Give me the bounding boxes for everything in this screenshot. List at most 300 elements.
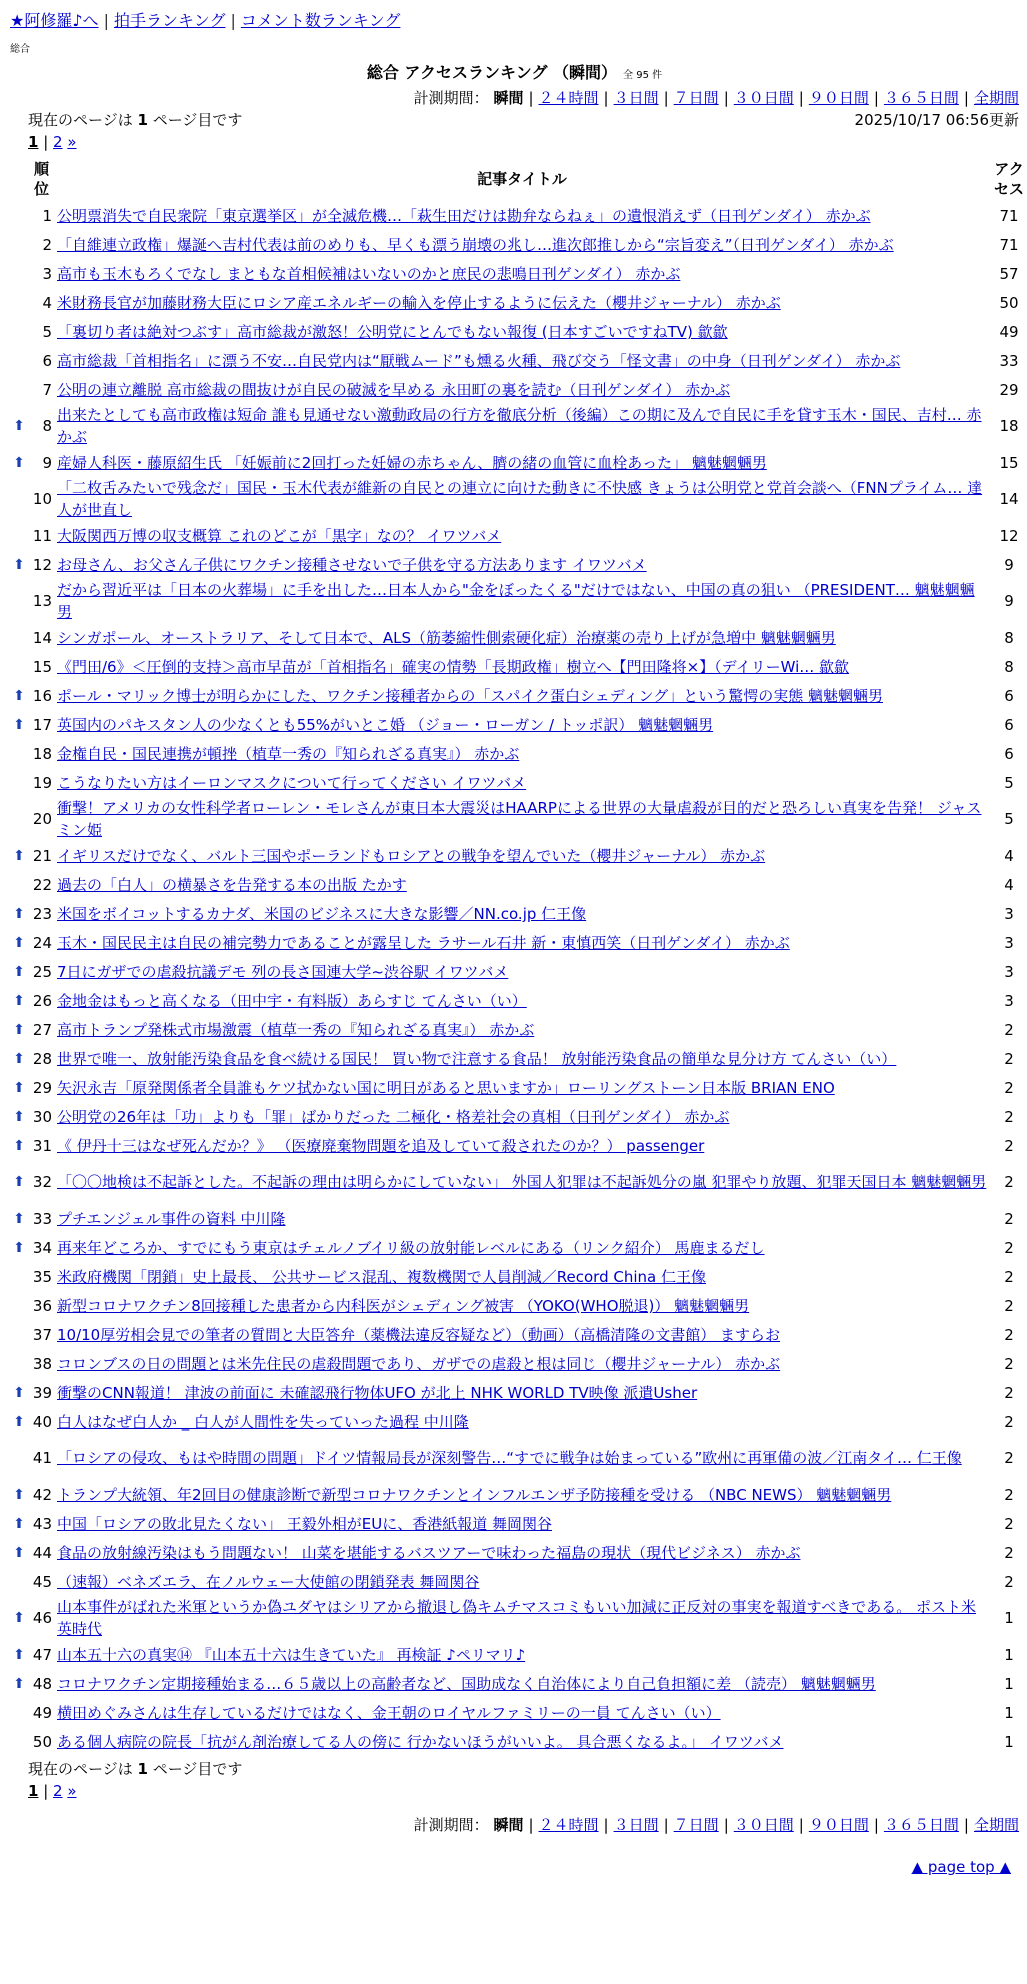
access-count-cell: 14 <box>999 490 1019 508</box>
title-cell <box>55 768 989 797</box>
separator: | <box>103 11 109 30</box>
arrow-column-header <box>10 157 28 201</box>
article-title-link[interactable]: 大阪関西万博の収支概算 これのどこが「黒字」なの？ イワツバメ <box>57 527 502 545</box>
arrow-cell <box>10 1204 28 1233</box>
access-count-cell: 8 <box>1004 628 1014 647</box>
rank-cell: 39 <box>32 1383 52 1402</box>
article-title-link[interactable]: 7日にガザでの虐殺抗議デモ 列の長さ国連大学~渋谷駅 イワツバメ <box>57 963 509 981</box>
table-row <box>10 623 1027 652</box>
access-count-cell: 2 <box>1004 1543 1014 1562</box>
arrow-cell <box>10 1407 28 1436</box>
arrow-cell <box>10 841 28 870</box>
title-cell <box>55 1233 989 1262</box>
arrow-cell <box>10 1233 28 1262</box>
period-7d-link[interactable]: ７日間 <box>673 1816 719 1834</box>
article-title-link[interactable]: 10/10厚労相会見での筆者の質問と大臣答弁（薬機法違反容疑など）（動画）（高橋清隆の文書館） ますらお <box>57 1326 781 1344</box>
table-row <box>10 1291 1027 1320</box>
arrow-cell <box>10 986 28 1015</box>
up-arrow-icon: ⬆ <box>13 992 25 1009</box>
table-row <box>10 1204 1027 1233</box>
article-title-link[interactable]: 「〇〇地検は不起訴とした。不起訴の理由は明らかにしていない」 外国人犯罪は不起訴処分の嵐 犯罪やり放題、犯罪天国日本 魑魅魍魎男 <box>57 1173 987 1191</box>
title-cell <box>55 1669 989 1698</box>
arrow-cell <box>10 1044 28 1073</box>
access-count-cell: 2 <box>1004 1209 1014 1228</box>
access-count-cell: 2 <box>1004 1020 1014 1039</box>
arrow-cell <box>10 1567 28 1596</box>
article-title-link[interactable]: 山本事件がばれた米軍というか偽ユダヤはシリアから撤退し偽キムチマスコミもいい加減に正反対の事実を報道すべきである。 ポスト米英時代 <box>57 1598 977 1638</box>
title-cell <box>55 1262 989 1291</box>
title-cell <box>55 986 989 1015</box>
access-count-cell: 1 <box>1004 1674 1014 1693</box>
table-row <box>10 870 1027 899</box>
page-info-row <box>10 109 1019 131</box>
top-navigation <box>10 10 1019 32</box>
access-count-cell: 2 <box>1004 1514 1014 1533</box>
rank-cell: 7 <box>42 380 52 399</box>
table-row <box>10 1669 1027 1698</box>
access-count-cell: 2 <box>1004 1049 1014 1068</box>
title-cell <box>55 259 989 288</box>
article-title-link[interactable]: 矢沢永吉「原発関係者全員誰もケツ拭かない国に明日があると思いますか」ローリングストーン日本版 BRIAN ENO <box>57 1079 835 1097</box>
article-title-link[interactable]: 公明票消失で自民衆院「東京選挙区」が全滅危機…「萩生田だけは勘弁ならねぇ」の遺恨消えず（日刊ゲンダイ） 赤かぶ <box>57 207 871 225</box>
rank-cell: 12 <box>32 555 52 574</box>
category-label: 総合 <box>10 44 30 55</box>
title-cell <box>55 1480 989 1509</box>
article-title-link[interactable]: 衝撃！アメリカの女性科学者ローレン・モレさんが東日本大震災はHAARPによる世界の大量虐殺が目的だと恐ろしい真実を告発！ ジャスミン姫 <box>57 799 982 839</box>
table-row <box>10 521 1027 550</box>
article-title-link[interactable]: 英国内のパキスタン人の少なくとも55%がいとこ婚 （ジョー・ローガン / トッポ訳） 魑魅魍魎男 <box>57 716 714 734</box>
arrow-cell <box>10 288 28 317</box>
access-count-cell: 4 <box>1004 846 1014 865</box>
title-cell <box>55 957 989 986</box>
access-count-cell: 4 <box>1004 875 1014 894</box>
rank-cell: 14 <box>32 628 52 647</box>
rank-cell: 40 <box>32 1412 52 1431</box>
table-row <box>10 1349 1027 1378</box>
arrow-cell <box>10 375 28 404</box>
table-row <box>10 1320 1027 1349</box>
rank-cell: 4 <box>42 293 52 312</box>
table-row <box>10 346 1027 375</box>
article-title-link[interactable]: 白人はなぜ白人か _ 白人が人間性を失っていった過程 中川隆 <box>57 1413 469 1431</box>
arrow-cell <box>10 739 28 768</box>
article-title-link[interactable]: 「自維連立政権」爆誕へ吉村代表は前のめりも、早くも漂う崩壊の兆し…進次郎推しから“宗旨変え”（日刊ゲンダイ） 赤かぶ <box>57 236 894 254</box>
rank-cell: 37 <box>32 1325 52 1344</box>
pager-page-2-link[interactable]: 2 <box>53 133 63 151</box>
arrow-cell <box>10 1378 28 1407</box>
article-title-link[interactable]: 産婦人科医・藤原紹生氏 「妊娠前に2回打った妊婦の赤ちゃん、臍の緒の血管に血栓あった」 魑魅魍魎男 <box>57 454 767 472</box>
table-row <box>10 1640 1027 1669</box>
table-row <box>10 448 1027 477</box>
arrow-cell <box>10 477 28 521</box>
rank-cell: 24 <box>32 933 52 952</box>
table-row <box>10 1073 1027 1102</box>
period-label: 計測期間： <box>413 1816 489 1834</box>
period-365d-link[interactable]: ３６５日間 <box>883 89 959 107</box>
article-title-link[interactable]: 食品の放射線汚染はもう問題ない！ 山菜を堪能するバスツアーで味わった福島の現状（現代ビジネス） 赤かぶ <box>57 1544 801 1562</box>
up-arrow-icon: ⬆ <box>13 905 25 922</box>
up-arrow-icon: ⬆ <box>13 1239 25 1256</box>
period-all-link[interactable]: 全期間 <box>973 89 1019 107</box>
title-cell <box>55 1727 989 1756</box>
ranking-count: 全 95 件 <box>623 70 663 81</box>
period-3d-link[interactable]: ３日間 <box>613 1816 659 1834</box>
title-cell <box>55 1102 989 1131</box>
arrow-cell <box>10 550 28 579</box>
table-row <box>10 1044 1027 1073</box>
article-title-link[interactable]: 高市トランプ発株式市場激震（植草一秀の『知られざる真実』） 赤かぶ <box>57 1021 535 1039</box>
title-cell <box>55 797 989 841</box>
arrow-cell <box>10 870 28 899</box>
article-title-link[interactable]: 米財務長官が加藤財務大臣にロシア産エネルギーの輸入を停止するように伝えた（櫻井ジャーナル） 赤かぶ <box>57 294 781 312</box>
up-arrow-icon: ⬆ <box>13 1137 25 1154</box>
table-row <box>10 1262 1027 1291</box>
title-cell <box>55 899 989 928</box>
access-count-cell: 1 <box>1004 1645 1014 1664</box>
table-row <box>10 797 1027 841</box>
table-row <box>10 1436 1027 1480</box>
up-arrow-icon: ⬆ <box>13 934 25 951</box>
table-row <box>10 768 1027 797</box>
article-title-link[interactable]: お母さん、お父さん子供にワクチン接種させないで子供を守る方法あります イワツバメ <box>57 556 647 574</box>
current-page-text-bottom: 現在のページは 1 ページ目です <box>28 1760 243 1778</box>
up-arrow-icon: ⬆ <box>13 1079 25 1096</box>
rank-cell: 22 <box>32 875 52 894</box>
article-title-link[interactable]: 《門田/6》＜圧倒的支持＞高市早苗が「首相指名」確実の情勢「長期政権」樹立へ【門田隆将×】（デイリーWi… 歙歙 <box>57 658 850 676</box>
article-title-link[interactable]: 衝撃のCNN報道！ 津波の前面に 未確認飛行物体UFO が北上 NHK WORLD TV映像 派遣Usher <box>57 1384 698 1402</box>
table-row <box>10 1480 1027 1509</box>
rank-cell: 16 <box>32 686 52 705</box>
table-row <box>10 1160 1027 1204</box>
table-row <box>10 1538 1027 1567</box>
clap-ranking-link[interactable]: 拍手ランキング <box>113 11 226 30</box>
pager-current-page: 1 <box>28 1782 39 1800</box>
article-title-link[interactable]: （速報）ベネズエラ、在ノルウェー大使館の閉鎖発表 舞岡関谷 <box>57 1573 480 1591</box>
title-cell <box>55 1698 989 1727</box>
article-title-link[interactable]: 中国「ロシアの敗北見たくない」 王毅外相がEUに、香港紙報道 舞岡関谷 <box>57 1515 552 1533</box>
period-24h-link[interactable]: ２４時間 <box>538 89 599 107</box>
comment-ranking-link[interactable]: コメント数ランキング <box>240 11 401 30</box>
period-30d-link[interactable]: ３０日間 <box>733 1816 794 1834</box>
period-365d-link[interactable]: ３６５日間 <box>883 1816 959 1834</box>
title-cell <box>55 375 989 404</box>
rank-cell: 35 <box>32 1267 52 1286</box>
article-title-link[interactable]: 公明の連立離脱 高市総裁の間抜けが自民の破滅を早める 永田町の裏を読む（日刊ゲンダイ） 赤かぶ <box>57 381 731 399</box>
title-cell <box>55 477 989 521</box>
access-count-cell: 6 <box>1004 744 1014 763</box>
title-cell <box>55 1378 989 1407</box>
access-count-cell: 3 <box>1004 991 1014 1010</box>
up-arrow-icon: ⬆ <box>13 1108 25 1125</box>
article-title-link[interactable]: ある個人病院の院長「抗がん剤治療してる人の傍に 行かないほうがいいよ。 具合悪くなるよ。」 イワツバメ <box>57 1733 784 1751</box>
rank-cell: 21 <box>32 846 52 865</box>
article-title-link[interactable]: 出来たとしても高市政権は短命 誰も見通せない激動政局の行方を徹底分析（後編）この期に及んで自民に手を貸す玉木・国民、吉村… 赤かぶ <box>57 406 982 446</box>
article-title-link[interactable]: 《 伊丹十三はなぜ死んだか？》 （医療廃棄物問題を追及していて殺されたのか？） passenger <box>57 1137 705 1155</box>
access-count-cell: 2 <box>1004 1449 1014 1467</box>
pager-bottom: 1 | 2 » <box>28 1782 77 1800</box>
article-title-link[interactable]: シンガポール、オーストラリア、そして日本で、ALS（筋萎縮性側索硬化症）治療薬の売り上げが急増中 魑魅魍魎男 <box>57 629 836 647</box>
table-row <box>10 288 1027 317</box>
period-7d-link[interactable]: ７日間 <box>673 89 719 107</box>
access-column-header: アク セス <box>993 160 1024 198</box>
arrow-cell <box>10 1669 28 1698</box>
access-count-cell: 12 <box>999 526 1019 545</box>
up-arrow-icon: ⬆ <box>13 1050 25 1067</box>
article-title-link[interactable]: イギリスだけでなく、バルト三国やポーランドもロシアとの戦争を望んでいた（櫻井ジャーナル） 赤かぶ <box>57 847 766 865</box>
access-count-cell: 2 <box>1004 1383 1014 1402</box>
period-current: 瞬間 <box>493 1816 524 1834</box>
up-arrow-icon: ⬆ <box>13 1675 25 1692</box>
arrow-cell <box>10 579 28 623</box>
arrow-cell <box>10 521 28 550</box>
access-count-cell: 2 <box>1004 1485 1014 1504</box>
table-row <box>10 201 1027 230</box>
table-header-row <box>10 157 1027 201</box>
title-cell <box>55 1073 989 1102</box>
table-row <box>10 1567 1027 1596</box>
article-title-link[interactable]: コロナワクチン定期接種始まる…６５歳以上の高齢者など、国助成なく自治体により自己負担額に差 （読売） 魑魅魍魎男 <box>57 1675 876 1693</box>
access-count-cell: 29 <box>999 380 1019 399</box>
access-count-cell: 2 <box>1004 1325 1014 1344</box>
table-row <box>10 1131 1027 1160</box>
up-arrow-icon: ⬆ <box>13 454 25 471</box>
arrow-cell <box>10 768 28 797</box>
pager-page-2-link[interactable]: 2 <box>53 1782 63 1800</box>
access-count-cell: 1 <box>1004 1609 1014 1627</box>
article-title-link[interactable]: 公明党の26年は「功」よりも「罪」ばかりだった 二極化・格差社会の真相（日刊ゲンダイ） 赤かぶ <box>57 1108 730 1126</box>
rank-cell: 8 <box>42 417 52 435</box>
rank-cell: 42 <box>32 1485 52 1504</box>
access-count-cell: 15 <box>999 453 1019 472</box>
table-row <box>10 579 1027 623</box>
title-cell <box>55 1596 989 1640</box>
article-title-link[interactable]: 米政府機関「閉鎖」史上最長、 公共サービス混乱、複数機関で人員削減／Record China 仁王像 <box>57 1268 706 1286</box>
rank-cell: 34 <box>32 1238 52 1257</box>
rank-cell: 50 <box>32 1732 52 1751</box>
title-cell <box>55 1509 989 1538</box>
article-title-link[interactable]: 金権自民・国民連携が頓挫（植草一秀の『知られざる真実』） 赤かぶ <box>57 745 520 763</box>
title-cell <box>55 710 989 739</box>
ranking-title: 総合 アクセスランキング （瞬間） <box>366 63 618 82</box>
arrow-cell <box>10 1509 28 1538</box>
arrow-cell <box>10 1698 28 1727</box>
up-arrow-icon: ⬆ <box>13 1210 25 1227</box>
article-title-link[interactable]: 「ロシアの侵攻、もはや時間の問題」ドイツ情報局長が深刻警告…“すでに戦争は始まっている”欧州に再軍備の波／江南タイ… 仁王像 <box>57 1449 962 1467</box>
rank-cell: 20 <box>32 810 52 828</box>
rank-cell: 10 <box>32 490 52 508</box>
up-arrow-icon: ⬆ <box>13 716 25 733</box>
title-cell <box>55 681 989 710</box>
period-all-link[interactable]: 全期間 <box>973 1816 1019 1834</box>
rank-cell: 5 <box>42 322 52 341</box>
access-count-cell: 2 <box>1004 1107 1014 1126</box>
table-row <box>10 404 1027 448</box>
rank-cell: 33 <box>32 1209 52 1228</box>
article-title-link[interactable]: コロンブスの日の問題とは米先住民の虐殺問題であり、ガザでの虐殺と根は同じ（櫻井ジャーナル） 赤かぶ <box>57 1355 781 1373</box>
up-arrow-icon: ⬆ <box>13 1544 25 1561</box>
up-arrow-icon: ⬆ <box>13 1486 25 1503</box>
rank-cell: 43 <box>32 1514 52 1533</box>
rank-cell: 1 <box>42 206 52 225</box>
article-title-link[interactable]: 横田めぐみさんは生存しているだけではなく、金王朝のロイヤルファミリーの一員 てんさい（い） <box>57 1704 721 1722</box>
access-count-cell: 5 <box>1004 810 1014 828</box>
title-cell <box>55 1160 989 1204</box>
article-title-link[interactable]: 高市も玉木もろくでなし まともな首相候補はいないのかと庶民の悲鳴日刊ゲンダイ） 赤かぶ <box>57 265 681 283</box>
table-row <box>10 710 1027 739</box>
title-cell <box>55 739 989 768</box>
rank-cell: 6 <box>42 351 52 370</box>
article-title-link[interactable]: こうなりたい方はイーロンマスクについて行ってください イワツバメ <box>57 774 527 792</box>
up-arrow-icon: ⬆ <box>13 1174 25 1190</box>
rank-cell: 46 <box>32 1609 52 1627</box>
table-row <box>10 1233 1027 1262</box>
period-90d-link[interactable]: ９０日間 <box>808 89 869 107</box>
access-count-cell: 2 <box>1004 1572 1014 1591</box>
pager-next-link[interactable]: » <box>67 133 77 151</box>
table-row <box>10 1727 1027 1756</box>
ranking-title-row <box>10 62 1019 87</box>
article-title-link[interactable]: 新型コロナワクチン8回接種した患者から内科医がシェディング被害 （YOKO(WHO脱退)） 魑魅魍魎男 <box>57 1297 750 1315</box>
arrow-cell <box>10 928 28 957</box>
arrow-cell <box>10 1131 28 1160</box>
title-cell <box>55 652 989 681</box>
table-row <box>10 928 1027 957</box>
access-count-cell: 2 <box>1004 1267 1014 1286</box>
article-title-link[interactable]: 山本五十六の真実⑭ 『山本五十六は生きていた』 再検証 ♪ペリマリ♪ <box>57 1646 526 1664</box>
access-count-cell: 2 <box>1004 1078 1014 1097</box>
title-cell <box>55 579 989 623</box>
updated-timestamp: 2025/10/17 06:56更新 <box>854 111 1019 129</box>
title-cell <box>55 521 989 550</box>
article-title-link[interactable]: トランプ大統領、年2回目の健康診断で新型コロナワクチンとインフルエンザ予防接種を受ける （NBC NEWS） 魑魅魍魎男 <box>57 1486 892 1504</box>
period-90d-link[interactable]: ９０日間 <box>808 1816 869 1834</box>
arrow-cell <box>10 1102 28 1131</box>
title-cell <box>55 550 989 579</box>
up-arrow-icon: ⬆ <box>13 963 25 980</box>
article-title-link[interactable]: 米国をボイコットするカナダ、米国のビジネスに大きな影響／NN.co.jp 仁王像 <box>57 905 587 923</box>
period-selector-bottom: 計測期間： 瞬間 | ２４時間 | ３日間 | ７日間 | ３０日間 | ９０日間 | ３６５日間 | 全期間 <box>413 1816 1019 1834</box>
rank-cell: 31 <box>32 1136 52 1155</box>
arrow-cell <box>10 623 28 652</box>
rank-cell: 32 <box>32 1173 52 1191</box>
pager-current-page: 1 <box>28 133 39 151</box>
table-row <box>10 1596 1027 1640</box>
period-3d-link[interactable]: ３日間 <box>613 89 659 107</box>
article-title-link[interactable]: だから習近平は「日本の火葬場」に手を出した…日本人から"金をぼったくる"だけではない、中国の真の狙い （PRESIDENT… 魑魅魍魎男 <box>57 581 975 621</box>
title-cell <box>55 201 989 230</box>
arrow-cell <box>10 1073 28 1102</box>
table-row <box>10 317 1027 346</box>
table-row <box>10 1378 1027 1407</box>
arrow-cell <box>10 1480 28 1509</box>
arrow-cell <box>10 1436 28 1480</box>
rank-cell: 28 <box>32 1049 52 1068</box>
rank-cell: 27 <box>32 1020 52 1039</box>
access-count-cell: 3 <box>1004 962 1014 981</box>
arrow-cell <box>10 1640 28 1669</box>
access-count-cell: 2 <box>1004 1238 1014 1257</box>
access-count-cell: 8 <box>1004 657 1014 676</box>
article-title-link[interactable]: 金地金はもっと高くなる（田中宇・有料版）あらすじ てんさい（い） <box>57 992 527 1010</box>
pager-top: 1 | 2 » <box>28 133 77 151</box>
access-count-cell: 2 <box>1004 1412 1014 1431</box>
table-row <box>10 1407 1027 1436</box>
access-count-cell: 1 <box>1004 1703 1014 1722</box>
article-title-link[interactable]: 高市総裁「首相指名」に漂う不安…自民党内は“厭戦ムード”も燻る火種、飛び交う「怪文書」の中身（日刊ゲンダイ） 赤かぶ <box>57 352 901 370</box>
arrow-cell <box>10 1538 28 1567</box>
article-title-link[interactable]: ポール・マリック博士が明らかにした、ワクチン接種者からの「スパイク蛋白シェディング」という驚愕の実態 魑魅魍魎男 <box>57 687 884 705</box>
access-count-cell: 9 <box>1004 592 1014 610</box>
access-count-cell: 49 <box>999 322 1019 341</box>
article-title-link[interactable]: 世界で唯一、放射能汚染食品を食べ続ける国民！ 買い物で注意する食品！ 放射能汚染食品の簡単な見分け方 てんさい（い） <box>57 1050 897 1068</box>
title-cell <box>55 346 989 375</box>
up-arrow-icon: ⬆ <box>13 1021 25 1038</box>
period-30d-link[interactable]: ３０日間 <box>733 89 794 107</box>
arrow-cell <box>10 448 28 477</box>
access-count-cell: 5 <box>1004 773 1014 792</box>
article-title-link[interactable]: 再来年どころか、すでにもう東京はチェルノブイリ級の放射能レベルにある（リンク紹介） 馬鹿まるだし <box>57 1239 765 1257</box>
article-title-link[interactable]: 過去の「白人」の横暴さを告発する本の出版 たかす <box>57 876 407 894</box>
pager-next-link[interactable]: » <box>67 1782 77 1800</box>
rank-cell: 36 <box>32 1296 52 1315</box>
title-column-header: 記事タイトル <box>477 170 567 188</box>
rank-cell: 48 <box>32 1674 52 1693</box>
access-count-cell: 6 <box>1004 715 1014 734</box>
arrow-cell <box>10 957 28 986</box>
rank-cell: 15 <box>32 657 52 676</box>
article-title-link[interactable]: プチエンジェル事件の資料 中川隆 <box>57 1210 286 1228</box>
arrow-cell <box>10 317 28 346</box>
period-24h-link[interactable]: ２４時間 <box>538 1816 599 1834</box>
rank-cell: 26 <box>32 991 52 1010</box>
rank-cell: 2 <box>42 235 52 254</box>
table-row <box>10 1102 1027 1131</box>
rank-cell: 25 <box>32 962 52 981</box>
up-arrow-icon: ⬆ <box>13 556 25 573</box>
up-arrow-icon: ⬆ <box>13 1610 25 1626</box>
rank-cell: 9 <box>42 453 52 472</box>
ranking-table <box>10 157 1027 1756</box>
article-title-link[interactable]: 「裏切り者は絶対つぶす」高市総裁が激怒！公明党にとんでもない報復 (日本すごいですねTV) 歙歙 <box>57 323 728 341</box>
up-arrow-icon: ⬆ <box>13 1515 25 1532</box>
article-title-link[interactable]: 「二枚舌みたいで残念だ」国民・玉木代表が維新の自民との連立に向けた動きに不快感 きょうは公明党と党首会談へ（FNNプライム… 達人が世直し <box>57 479 983 519</box>
access-count-cell: 71 <box>999 235 1019 254</box>
access-count-cell: 9 <box>1004 555 1014 574</box>
article-title-link[interactable]: 玉木・国民民主は自民の補完勢力であることが露呈した ラサール石井 新・東慎西笑（日刊ゲンダイ） 赤かぶ <box>57 934 790 952</box>
access-count-cell: 6 <box>1004 686 1014 705</box>
table-row <box>10 1698 1027 1727</box>
rank-cell: 19 <box>32 773 52 792</box>
page-top-link[interactable]: ▲ page top ▲ <box>911 1858 1011 1876</box>
title-cell <box>55 841 989 870</box>
arrow-cell <box>10 710 28 739</box>
title-cell <box>55 317 989 346</box>
separator: | <box>230 11 236 30</box>
current-page-text: 現在のページは 1 ページ目です <box>28 111 243 129</box>
title-cell <box>55 1538 989 1567</box>
table-row <box>10 652 1027 681</box>
rank-cell: 41 <box>32 1449 52 1467</box>
title-cell <box>55 1567 989 1596</box>
arrow-cell <box>10 1160 28 1204</box>
arrow-cell <box>10 1291 28 1320</box>
rank-cell: 17 <box>32 715 52 734</box>
asyura-home-link[interactable]: ★阿修羅♪へ <box>10 11 99 30</box>
title-cell <box>55 1407 989 1436</box>
access-count-cell: 1 <box>1004 1732 1014 1751</box>
rank-cell: 47 <box>32 1645 52 1664</box>
table-row <box>10 230 1027 259</box>
